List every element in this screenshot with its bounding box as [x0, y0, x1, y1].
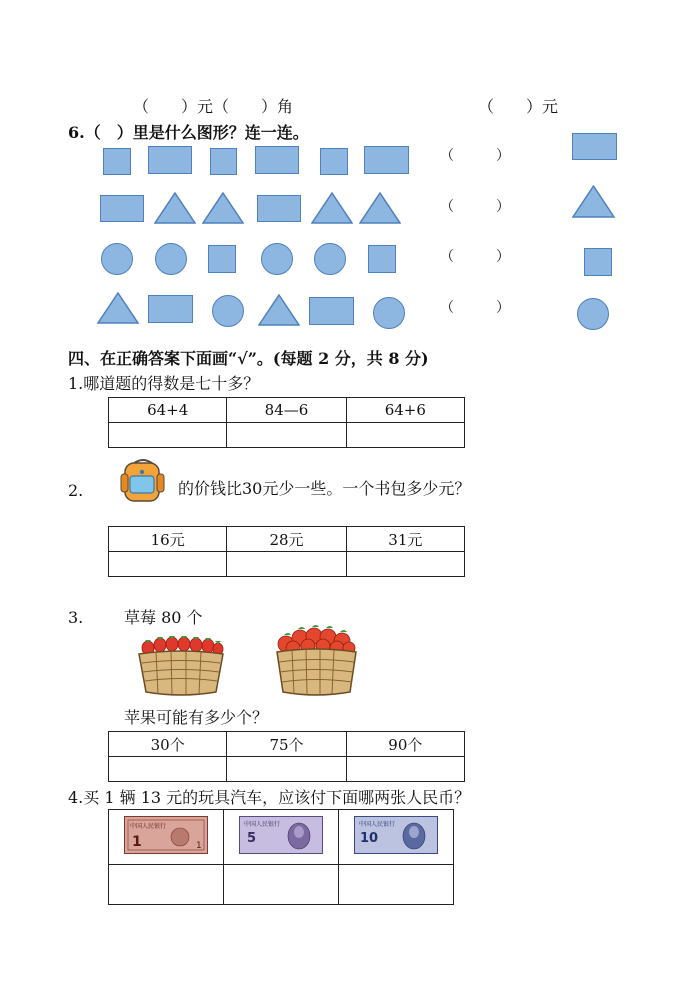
option-cell: 31元 — [346, 527, 464, 552]
banknote-cell — [224, 810, 339, 865]
money-blank-yuan-jiao: （ ）元（ ）角 — [133, 97, 294, 116]
one-yuan-banknote-icon — [124, 816, 208, 854]
bank-name-text: 中国人民银行 — [244, 821, 281, 828]
triangle-shape — [154, 192, 196, 224]
shape-answer-blank[interactable]: （ ） — [440, 199, 510, 215]
schoolbag-icon — [119, 458, 167, 504]
circle-shape — [314, 243, 346, 275]
money-blank-yuan: （ ）元 — [478, 97, 559, 116]
rectangle-shape — [309, 297, 354, 325]
ten-yuan-banknote-icon — [354, 816, 438, 854]
problem-1-answer-table — [108, 397, 465, 448]
circle-shape — [101, 243, 133, 275]
shape-answer-blank[interactable]: （ ） — [440, 300, 510, 316]
option-cell: 16元 — [109, 527, 227, 552]
problem-4-answer-table — [108, 809, 454, 905]
check-cell[interactable] — [109, 865, 224, 905]
problem-2-question: 的价钱比30元少一些。一个书包多少元？ — [178, 479, 471, 498]
square-shape — [210, 148, 237, 175]
shape-answer-blank[interactable]: （ ） — [440, 148, 510, 164]
option-cell: 75个 — [227, 732, 346, 757]
note-value-text: 1 — [132, 834, 142, 850]
check-cell[interactable] — [339, 865, 454, 905]
section-4-title: 四、在正确答案下面画“√”。(每题 2 分，共 8 分) — [68, 349, 429, 368]
strawberry-count: 草莓 80 个 — [124, 608, 203, 627]
square-shape — [320, 148, 348, 175]
apple-question: 苹果可能有多少个？ — [124, 708, 269, 727]
note-value-text: 5 — [247, 831, 257, 846]
rectangle-shape — [255, 146, 299, 174]
strawberry-basket-icon — [136, 628, 226, 698]
triangle-shape — [359, 192, 401, 224]
circle-shape — [155, 243, 187, 275]
option-cell: 64+4 — [109, 398, 227, 423]
check-cell[interactable] — [109, 423, 227, 448]
option-cell: 30个 — [109, 732, 227, 757]
triangle-target-shape — [572, 185, 615, 218]
circle-shape — [373, 297, 405, 329]
problem-1-question: 1.哪道题的得数是七十多？ — [68, 374, 260, 393]
check-cell[interactable] — [227, 757, 346, 782]
circle-target-shape — [577, 298, 609, 330]
triangle-shape — [97, 292, 139, 324]
option-cell: 90个 — [346, 732, 464, 757]
option-cell: 84—6 — [227, 398, 346, 423]
rectangle-target-shape — [572, 133, 617, 160]
banknote-cell — [109, 810, 224, 865]
square-shape — [208, 245, 236, 273]
problem-3-answer-table — [108, 731, 465, 782]
check-cell[interactable] — [109, 552, 227, 577]
note-value-text: 1 — [196, 841, 202, 851]
problem-3-number: 3. — [68, 608, 84, 627]
square-shape — [103, 148, 131, 175]
check-cell[interactable] — [346, 552, 464, 577]
banknote-cell — [339, 810, 454, 865]
bank-name-text: 中国人民银行 — [359, 821, 396, 828]
apple-basket-icon — [274, 622, 359, 698]
check-cell[interactable] — [227, 423, 346, 448]
square-shape — [368, 245, 396, 273]
problem-4-question: 4.买 1 辆 13 元的玩具汽车，应该付下面哪两张人民币？ — [68, 788, 471, 807]
five-yuan-banknote-icon — [239, 816, 323, 854]
problem-2-answer-table — [108, 526, 465, 577]
problem-2-number: 2. — [68, 481, 84, 500]
check-cell[interactable] — [346, 423, 464, 448]
circle-shape — [261, 243, 293, 275]
rectangle-shape — [364, 146, 409, 174]
rectangle-shape — [257, 195, 301, 222]
option-cell: 28元 — [227, 527, 346, 552]
option-cell: 64+6 — [346, 398, 464, 423]
check-cell[interactable] — [227, 552, 346, 577]
triangle-shape — [258, 294, 300, 326]
shape-answer-blank[interactable]: （ ） — [440, 249, 510, 265]
rectangle-shape — [100, 195, 144, 222]
square-target-shape — [584, 248, 612, 276]
triangle-shape — [202, 192, 244, 224]
rectangle-shape — [148, 295, 193, 323]
note-value-text: 10 — [360, 831, 379, 846]
triangle-shape — [311, 192, 353, 224]
check-cell[interactable] — [109, 757, 227, 782]
bank-name-text: 中国人民银行 — [130, 823, 167, 830]
rectangle-shape — [148, 146, 192, 174]
check-cell[interactable] — [346, 757, 464, 782]
check-cell[interactable] — [224, 865, 339, 905]
circle-shape — [212, 295, 244, 327]
q6-title: 6.（ ）里是什么图形？连一连。 — [68, 123, 309, 142]
